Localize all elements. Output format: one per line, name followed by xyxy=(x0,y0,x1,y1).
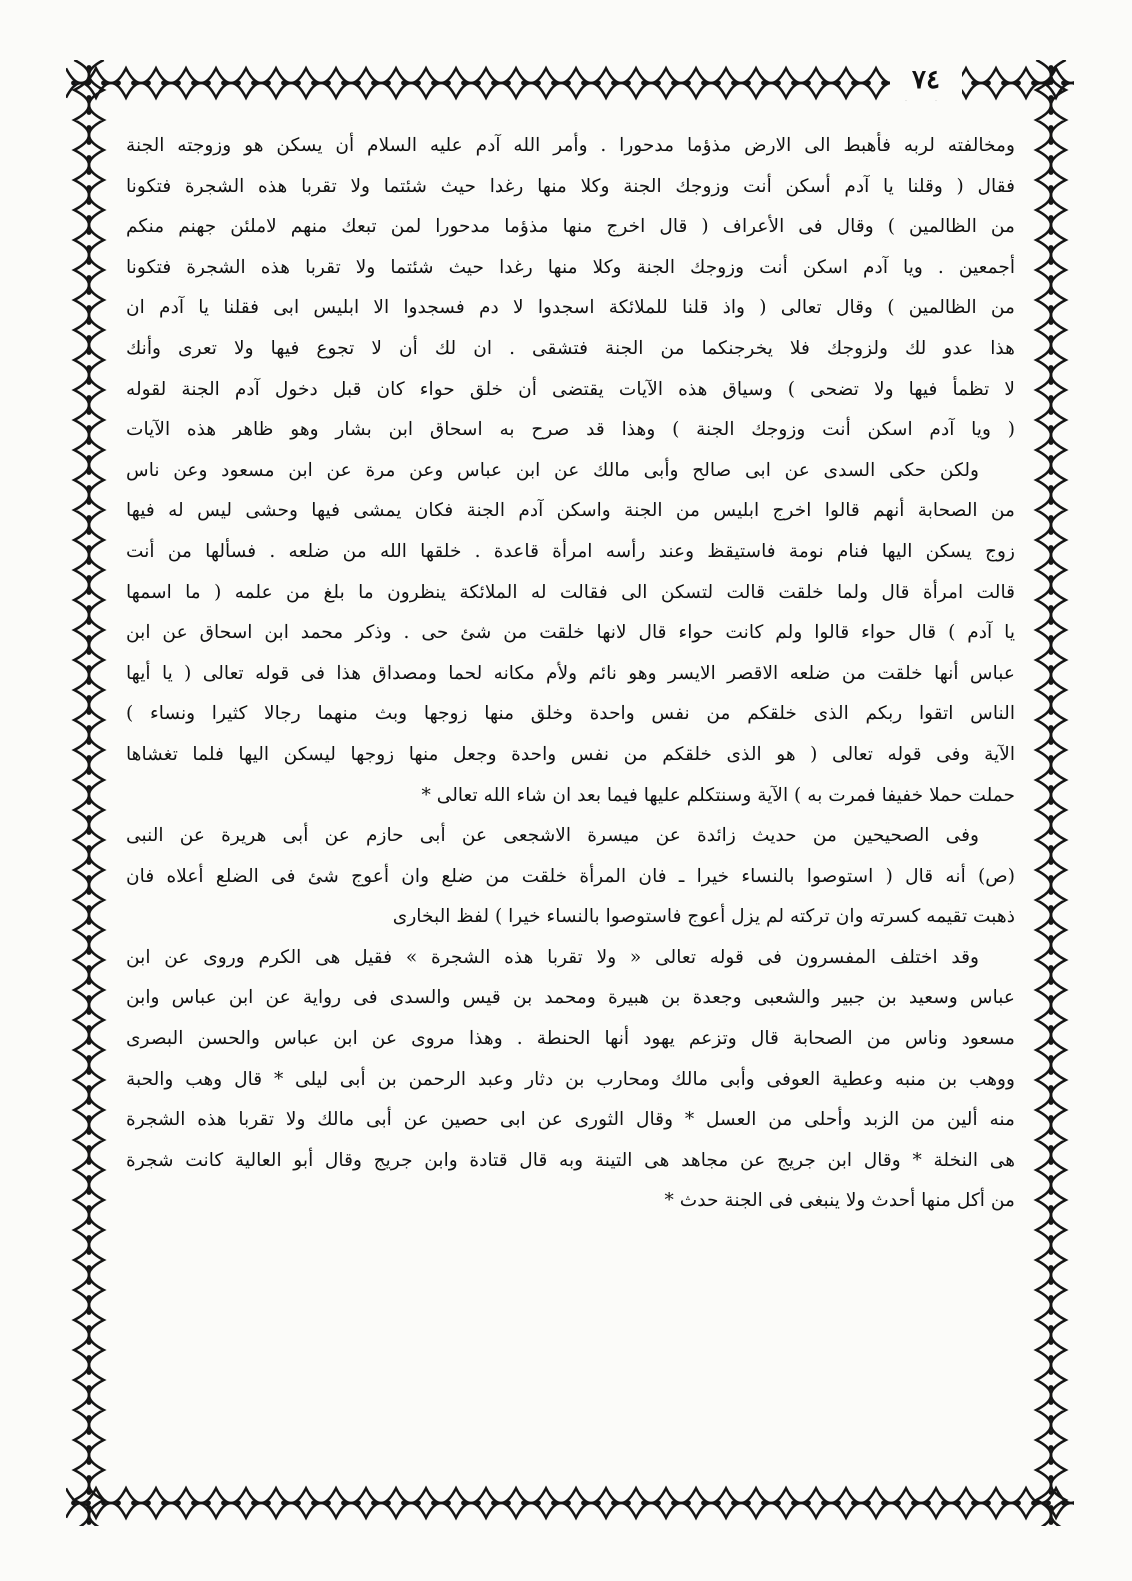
text-line: عباس أنها خلقت من ضلعه الاقصر الايسر وهو نائم ولأم مكانه لحما ومصداق هذا فى قوله تعالى ( يا أيها xyxy=(126,662,1015,684)
page-number: ٧٤ xyxy=(890,60,962,100)
text-line: الآية وفى قوله تعالى ( هو الذى خلقكم من نفس واحدة وجعل منها زوجها ليسكن اليها فلما تغشاها xyxy=(126,743,1015,765)
text-line: ووهب بن منبه وعطية العوفى وأبى مالك ومحارب بن دثار وعبد الرحمن بن أبى ليلى * قال وهب والحبة xyxy=(126,1068,1015,1090)
text-line: عباس وسعيد بن جبير والشعبى وجعدة بن هبيرة ومحمد بن قيس والسدى فى رواية عن ابن عباس وابن xyxy=(126,987,1015,1009)
text-line: من الظالمين ) وقال تعالى ( واذ قلنا للملائكة اسجدوا لا دم فسجدوا الا ابليس ابى فقلنا يا آدم ان xyxy=(126,297,1015,319)
text-line: حملت حملا خفيفا فمرت به ) الآية وسنتكلم عليها فيما بعد ان شاء الله تعالى * xyxy=(421,784,1015,806)
text-line: من أكل منها أحدث ولا ينبغى فى الجنة حدث * xyxy=(664,1190,1015,1212)
text-line: ومخالفته لربه فأهبط الى الارض مذؤما مدحورا . وأمر الله آدم عليه السلام أن يسكن هو وزوجته الجنة xyxy=(126,135,1015,156)
text-line: من الصحابة أنهم قالوا اخرج ابليس من الجنة واسكن آدم الجنة فكان يمشى فيها وحشى ليس له فيها xyxy=(126,500,1015,522)
text-line: هى النخلة * وقال ابن جريج عن مجاهد هى التينة وبه قال قتادة وابن جريج وقال أبو العالية كانت شجرة xyxy=(126,1149,1015,1171)
text-line: لا تظمأ فيها ولا تضحى ) وسياق هذه الآيات يقتضى أن خلق حواء كان قبل دخول آدم الجنة لقوله xyxy=(126,378,1015,400)
ornamental-border-right xyxy=(1028,60,1074,1526)
text-line: ( ويا آدم اسكن أنت وزوجك الجنة ) وهذا قد صرح به اسحاق ابن بشار وهو ظاهر هذه الآيات xyxy=(126,419,1015,441)
text-line: ذهبت تقيمه كسرته وان تركته لم يزل أعوج فاستوصوا بالنساء خيرا ) لفظ البخارى xyxy=(392,906,1015,928)
text-line: وفى الصحيحين من حديث زائدة عن ميسرة الاشجعى عن أبى حازم عن أبى هريرة عن النبى xyxy=(126,825,979,847)
text-line: قالت امرأة قال ولما خلقت قالت لتسكن الى فقالت له الملائكة ينظرون ما بلغ من علمه ( ما اسمها xyxy=(126,581,1015,603)
text-line: منه ألين من الزبد وأحلى من العسل * وقال الثورى عن ابى حصين عن أبى مالك ولا تقربا هذه الشجرة xyxy=(126,1109,1015,1131)
text-line: زوج يسكن اليها فنام نومة فاستيقظ وعند رأسه امرأة قاعدة . خلقها الله من ضلعه . فسألها من أنت xyxy=(126,540,1015,562)
text-line: من الظالمين ) وقال فى الأعراف ( قال اخرج منها مذؤما مدحورا لمن تبعك منهم لاملئن جهنم منكم xyxy=(126,216,1015,238)
text-line: وقد اختلف المفسرون فى قوله تعالى « ولا تقربا هذه الشجرة » فقيل هى الكرم وروى عن ابن xyxy=(126,946,979,968)
text-line: أجمعين . ويا آدم اسكن أنت وزوجك الجنة وكلا منها رغدا حيث شئتما ولا تقربا هذه الشجرة فتكونا xyxy=(126,256,1015,278)
ornamental-border-left xyxy=(66,60,112,1526)
text-line: فقال ( وقلنا يا آدم أسكن أنت وزوجك الجنة وكلا منها رغدا حيث شئتما ولا تقربا هذه الشجرة فتكونا xyxy=(126,175,1015,197)
text-line: الناس اتقوا ربكم الذى خلقكم من نفس واحدة وخلق منها زوجها وبث منهما رجالا كثيرا ونساء ) xyxy=(126,703,1015,725)
text-line: (ص) أنه قال ( استوصوا بالنساء خيرا ـ فان المرأة خلقت من ضلع وان أعوج شئ فى الضلع أعلاه فان xyxy=(126,865,1015,887)
text-line: هذا عدو لك ولزوجك فلا يخرجنكما من الجنة فتشقى . ان لك أن لا تجوع فيها ولا تعرى وأنك xyxy=(126,337,1015,359)
text-line: يا آدم ) قال حواء قالوا ولم كانت حواء قال لانها خلقت من شئ حى . وذكر محمد ابن اسحاق عن ابن xyxy=(126,622,1015,644)
ornamental-border-bottom xyxy=(66,1480,1074,1526)
text-line: مسعود وناس من الصحابة قال وتزعم يهود أنها الحنطة . وهذا مروى عن ابن عباس والحسن البصرى xyxy=(126,1028,1015,1050)
page-body-text xyxy=(126,126,1015,1222)
text-line: ولكن حكى السدى عن ابى صالح وأبى مالك عن ابن عباس وعن مرة عن ابن مسعود وعن ناس xyxy=(126,459,979,481)
